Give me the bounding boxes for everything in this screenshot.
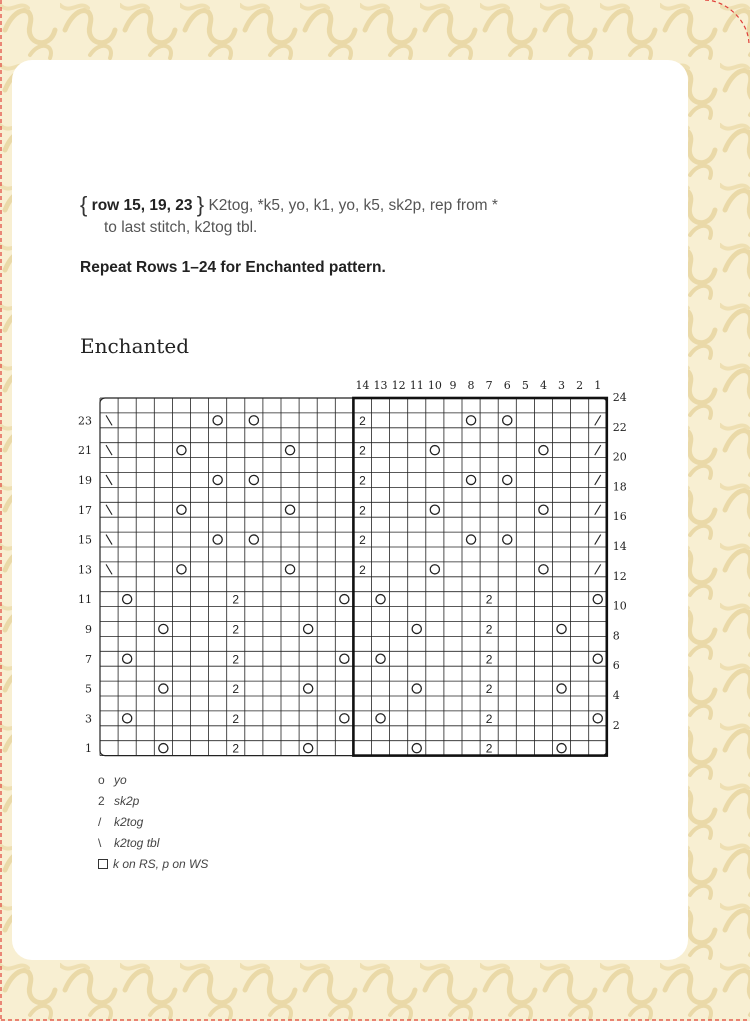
row-number-label: 15 <box>78 533 92 547</box>
k2tog-symbol <box>595 505 601 515</box>
legend-label: sk2p <box>114 794 140 808</box>
yo-symbol <box>503 416 512 425</box>
yo-symbol <box>466 416 475 425</box>
yo-symbol <box>340 595 349 604</box>
yo-symbol <box>593 654 602 663</box>
yo-symbol <box>159 744 168 753</box>
row-number-label: 10 <box>612 599 627 613</box>
legend-symbol: / <box>98 815 102 829</box>
yo-symbol <box>304 684 313 693</box>
yo-symbol <box>593 714 602 723</box>
row-number-label: 23 <box>78 414 92 428</box>
yo-symbol <box>340 654 349 663</box>
column-number-label: 14 <box>355 379 370 392</box>
row-number-label: 7 <box>85 652 92 666</box>
legend-item <box>98 794 139 808</box>
row-number-label: 19 <box>78 473 92 487</box>
row-number-label: 3 <box>85 712 92 726</box>
yo-symbol <box>557 624 566 633</box>
k2tog-tbl-symbol <box>106 564 112 574</box>
k2tog-symbol <box>595 445 601 455</box>
yo-symbol <box>430 565 439 574</box>
k2tog-tbl-symbol <box>106 535 112 545</box>
legend-symbol: \ <box>98 836 102 850</box>
sk2p-symbol: 2 <box>232 622 240 637</box>
row-label: row 15, 19, 23 <box>91 197 193 214</box>
sk2p-symbol: 2 <box>232 652 240 667</box>
row-number-label: 21 <box>78 444 92 458</box>
yo-symbol <box>412 744 421 753</box>
yo-symbol <box>213 535 222 544</box>
yo-symbol <box>376 714 385 723</box>
sk2p-symbol: 2 <box>485 741 493 756</box>
sk2p-symbol: 2 <box>232 741 240 756</box>
row-instruction-text: K2tog, *k5, yo, k1, yo, k5, sk2p, rep from * <box>208 197 498 214</box>
sk2p-symbol: 2 <box>232 682 240 697</box>
yo-symbol <box>249 535 258 544</box>
repeat-instruction: Repeat Rows 1–24 for Enchanted pattern. <box>80 259 386 276</box>
yo-symbol <box>177 505 186 514</box>
yo-symbol <box>285 446 294 455</box>
row-number-label: 20 <box>612 450 627 464</box>
row-number-label: 2 <box>612 718 620 732</box>
column-number-label: 13 <box>373 379 388 392</box>
row-number-label: 12 <box>612 569 627 583</box>
column-number-label: 2 <box>576 379 584 392</box>
yo-symbol <box>123 654 132 663</box>
row-instruction-continued: to last stitch, k2tog tbl. <box>104 219 258 236</box>
sk2p-symbol: 2 <box>485 711 493 726</box>
sk2p-symbol: 2 <box>232 711 240 726</box>
yo-symbol <box>249 416 258 425</box>
legend-label: k2tog <box>114 815 144 829</box>
yo-symbol <box>123 595 132 604</box>
k2tog-tbl-symbol <box>106 445 112 455</box>
column-number-label: 5 <box>521 379 529 392</box>
row-number-label: 17 <box>78 503 92 517</box>
row-number-label: 16 <box>612 510 627 524</box>
yo-symbol <box>304 624 313 633</box>
yo-symbol <box>340 714 349 723</box>
yo-symbol <box>503 535 512 544</box>
yo-symbol <box>412 624 421 633</box>
chart-title: Enchanted <box>80 334 190 358</box>
row-number-label: 1 <box>85 742 92 756</box>
legend-item <box>98 836 159 850</box>
k2tog-tbl-symbol <box>106 475 112 485</box>
close-brace: } <box>196 192 205 217</box>
k2tog-symbol <box>595 564 601 574</box>
row-number-label: 4 <box>612 688 620 702</box>
column-number-label: 9 <box>449 379 457 392</box>
yo-symbol <box>285 565 294 574</box>
legend-item <box>98 773 127 787</box>
column-number-label: 1 <box>594 379 602 392</box>
legend-symbol: 2 <box>98 794 105 808</box>
row-number-label: 22 <box>612 420 627 434</box>
column-number-label: 10 <box>427 379 442 392</box>
row-number-label: 18 <box>612 480 627 494</box>
yo-symbol <box>503 475 512 484</box>
row-number-label: 14 <box>612 539 627 553</box>
sk2p-symbol: 2 <box>485 592 493 607</box>
column-number-label: 6 <box>503 379 511 392</box>
column-number-label: 7 <box>485 379 493 392</box>
sk2p-symbol: 2 <box>359 503 366 518</box>
sk2p-symbol: 2 <box>485 682 493 697</box>
legend-label: yo <box>114 773 127 787</box>
yo-symbol <box>557 684 566 693</box>
yo-symbol <box>539 446 548 455</box>
yo-symbol <box>466 535 475 544</box>
sk2p-symbol: 2 <box>359 533 366 548</box>
yo-symbol <box>466 475 475 484</box>
sk2p-symbol: 2 <box>359 443 366 458</box>
yo-symbol <box>159 624 168 633</box>
column-number-label: 11 <box>409 379 424 392</box>
k2tog-symbol <box>595 415 601 425</box>
yo-symbol <box>123 714 132 723</box>
yo-symbol <box>159 684 168 693</box>
sk2p-symbol: 2 <box>485 622 493 637</box>
yo-symbol <box>376 654 385 663</box>
yo-symbol <box>285 505 294 514</box>
yo-symbol <box>430 505 439 514</box>
row-number-label: 5 <box>85 682 92 696</box>
sk2p-symbol: 2 <box>359 562 366 577</box>
yo-symbol <box>376 595 385 604</box>
yo-symbol <box>304 744 313 753</box>
column-number-label: 4 <box>539 379 547 392</box>
legend-symbol: o <box>98 773 105 787</box>
k2tog-symbol <box>595 535 601 545</box>
sk2p-symbol: 2 <box>359 413 366 428</box>
legend-label: k on RS, p on WS <box>113 857 209 871</box>
yo-symbol <box>249 475 258 484</box>
row-number-label: 8 <box>612 629 620 643</box>
yo-symbol <box>412 684 421 693</box>
sk2p-symbol: 2 <box>359 473 366 488</box>
sk2p-symbol: 2 <box>485 652 493 667</box>
legend-item <box>98 815 143 829</box>
row-number-label: 9 <box>85 622 92 636</box>
sk2p-symbol: 2 <box>232 592 240 607</box>
k2tog-tbl-symbol <box>106 415 112 425</box>
row-number-label: 11 <box>78 593 92 607</box>
column-number-label: 12 <box>391 379 406 392</box>
yo-symbol <box>539 505 548 514</box>
legend-item <box>98 857 208 871</box>
row-number-label: 6 <box>612 659 620 673</box>
yo-symbol <box>177 565 186 574</box>
yo-symbol <box>213 475 222 484</box>
row-number-label: 13 <box>78 563 92 577</box>
yo-symbol <box>213 416 222 425</box>
row-number-label: 24 <box>612 390 627 404</box>
k2tog-symbol <box>595 475 601 485</box>
box-icon <box>98 859 108 869</box>
yo-symbol <box>593 595 602 604</box>
open-brace: { <box>80 192 88 217</box>
k2tog-tbl-symbol <box>106 505 112 515</box>
yo-symbol <box>430 446 439 455</box>
column-number-label: 8 <box>467 379 475 392</box>
legend-label: k2tog tbl <box>114 836 160 850</box>
column-number-label: 3 <box>558 379 566 392</box>
yo-symbol <box>177 446 186 455</box>
yo-symbol <box>539 565 548 574</box>
yo-symbol <box>557 744 566 753</box>
